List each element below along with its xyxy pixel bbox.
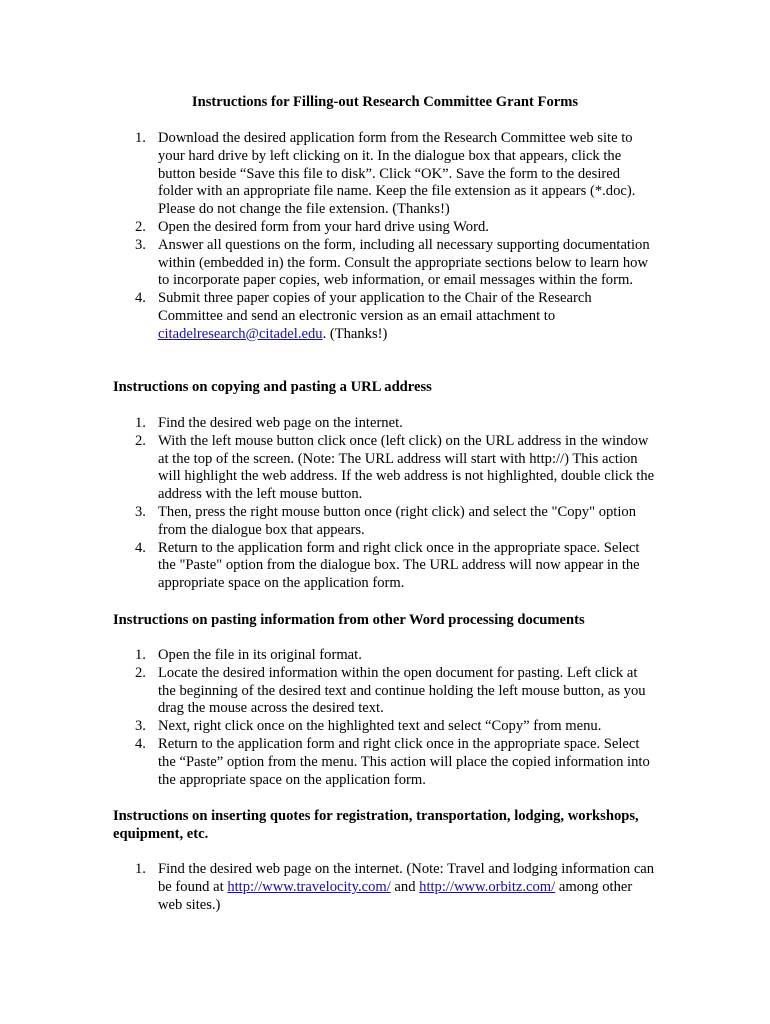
item-number: 3. — [135, 236, 146, 253]
orbitz-link[interactable]: http://www.orbitz.com/ — [419, 878, 556, 895]
item-text: Then, press the right mouse button once (right click) and select the "Copy" option from the dialogue box that appears. — [158, 503, 636, 538]
item-number: 4. — [135, 290, 146, 307]
email-link[interactable]: citadelresearch@citadel.edu — [158, 325, 323, 342]
list-item — [113, 237, 658, 290]
item-number: 4. — [135, 735, 146, 752]
section4-heading: Instructions on inserting quotes for registration, transportation, lodging, workshops, equipment, etc. — [113, 808, 639, 842]
item-text: Submit three paper copies of your application to the Chair of the Research Committee and send an electronic version as an email attachment to — [158, 290, 592, 324]
list-item — [113, 415, 658, 433]
item-text: Find the desired web page on the internet. — [158, 415, 403, 431]
item-text: Next, right click once on the highlighted text and select “Copy” from menu. — [158, 718, 602, 735]
item-text-tail: . (Thanks!) — [322, 325, 388, 342]
list-item — [113, 647, 658, 665]
item-number: 1. — [135, 647, 146, 663]
section2-list — [113, 415, 658, 593]
section3-list — [113, 647, 658, 789]
item-number: 2. — [135, 432, 146, 449]
item-text: Answer all questions on the form, including all necessary supporting documentation within (embedded in) the form. Consult the appropriate sections below to learn how to incorporate paper copies, web information, or email messages within the form. — [158, 236, 650, 289]
travelocity-link[interactable]: http://www.travelocity.com/ — [227, 878, 391, 895]
item-number: 3. — [135, 718, 146, 735]
section3-heading: Instructions on pasting information from other Word processing documents — [113, 612, 585, 628]
item-text-tail: among other web sites.) — [158, 878, 633, 913]
list-item — [113, 130, 658, 219]
item-number: 1. — [135, 415, 146, 431]
list-item — [113, 736, 658, 789]
item-number: 2. — [135, 664, 146, 681]
item-number: 1. — [135, 861, 146, 877]
list-item — [113, 504, 658, 540]
item-text: Return to the application form and right click once in the appropriate space. Select the "Paste" option from the dialogue box. The URL address will now appear in the appropriate space on the application form. — [158, 539, 640, 592]
item-number: 4. — [135, 539, 146, 556]
list-item — [113, 718, 658, 736]
item-text: Open the desired form from your hard drive using Word. — [158, 218, 489, 235]
item-number: 3. — [135, 503, 146, 520]
item-text: With the left mouse button click once (left click) on the URL address in the window at the top of the screen. (Note: The URL address will start with http://) This action will highlight the web address. If the web address is not highlighted, double click the address with the left mouse button. — [158, 432, 655, 503]
item-text: Return to the application form and right click once in the appropriate space. Select the “Paste” option from the menu. This action will place the copied information into the appropriate space on the application form. — [158, 735, 650, 788]
list-item — [113, 219, 658, 237]
item-text: Locate the desired information within the open document for pasting. Left click at the beginning of the desired text and continue holding the left mouse button, as you drag the mouse across the desired text. — [158, 664, 646, 717]
section2-heading: Instructions on copying and pasting a URL address — [113, 379, 432, 395]
item-text: Find the desired web page on the internet. (Note: Travel and lodging information can be found at — [158, 861, 655, 895]
item-number: 2. — [135, 218, 146, 235]
item-text: Open the file in its original format. — [158, 647, 362, 663]
list-item — [113, 433, 658, 504]
list-item — [113, 290, 658, 343]
list-item — [113, 861, 658, 914]
list-item — [113, 540, 658, 593]
item-text: Download the desired application form from the Research Committee web site to your hard drive by left clicking on it. In the dialogue box that appears, click the button beside “Save this file to disk”. Click “OK”. Save the form to the desired folder with an appropriate file name. Keep the file extension as it appears (*.doc). Please do not change the file extension. (Thanks!) — [158, 130, 636, 218]
item-number: 1. — [135, 130, 146, 146]
list-item — [113, 665, 658, 718]
document-title: Instructions for Filling-out Research Committee Grant Forms — [191, 94, 579, 110]
section4-list — [113, 861, 658, 914]
item-text-middle: and — [390, 878, 420, 895]
section1-list — [113, 130, 658, 344]
